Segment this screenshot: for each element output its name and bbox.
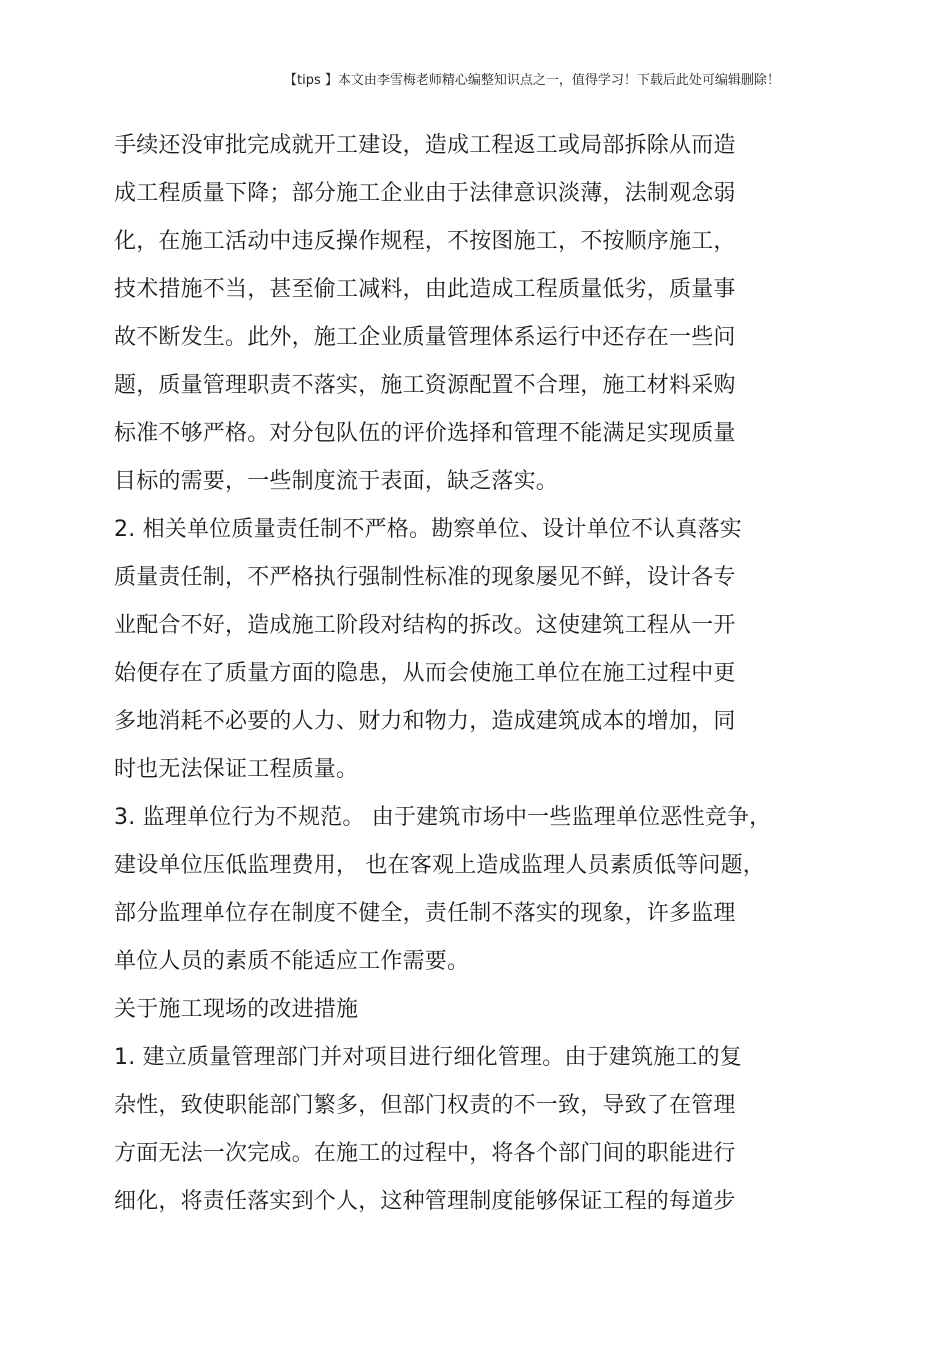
text-line: 部分监理单位存在制度不健全，责任制不落实的现象，许多监理 bbox=[114, 901, 736, 926]
text-line: 始便存在了质量方面的隐患，从而会使施工单位在施工过程中更 bbox=[114, 661, 736, 686]
text-line: 技术措施不当，甚至偷工减料，由此造成工程质量低劣，质量事 bbox=[114, 277, 736, 302]
text-line: 时也无法保证工程质量。 bbox=[114, 757, 359, 782]
text-line: 1. 建立质量管理部门并对项目进行细化管理。由于建筑施工的复 bbox=[114, 1045, 742, 1070]
text-line: 标准不够严格。对分包队伍的评价选择和管理不能满足实现质量 bbox=[114, 421, 736, 446]
text-line: 质量责任制，不严格执行强制性标准的现象屡见不鲜，设计各专 bbox=[114, 565, 736, 590]
text-line: 题，质量管理职责不落实，施工资源配置不合理，施工材料采购 bbox=[114, 373, 736, 398]
header-tip: 【tips 】本文由李雪梅老师精心编整知识点之一，值得学习！下载后此处可编辑删除！ bbox=[284, 73, 780, 88]
text-line: 杂性，致使职能部门繁多，但部门权责的不一致，导致了在管理 bbox=[114, 1093, 736, 1118]
text-line: 多地消耗不必要的人力、财力和物力，造成建筑成本的增加，同 bbox=[114, 709, 736, 734]
text-line: 方面无法一次完成。在施工的过程中，将各个部门间的职能进行 bbox=[114, 1141, 736, 1166]
body-text bbox=[114, 122, 804, 1226]
text-line: 故不断发生。此外，施工企业质量管理体系运行中还存在一些问 bbox=[114, 325, 736, 350]
text-line: 2. 相关单位质量责任制不严格。勘察单位、设计单位不认真落实 bbox=[114, 517, 742, 542]
text-line: 单位人员的素质不能适应工作需要。 bbox=[114, 949, 470, 974]
text-line: 手续还没审批完成就开工建设，造成工程返工或局部拆除从而造 bbox=[114, 133, 736, 158]
text-line: 3. 监理单位行为不规范。 由于建筑市场中一些监理单位恶性竞争， bbox=[114, 805, 772, 830]
text-line: 细化，将责任落实到个人，这种管理制度能够保证工程的每道步 bbox=[114, 1189, 736, 1214]
text-line: 化，在施工活动中违反操作规程，不按图施工，不按顺序施工， bbox=[114, 229, 736, 254]
text-line: 建设单位压低监理费用， 也在客观上造成监理人员素质低等问题， bbox=[114, 853, 765, 878]
text-line: 业配合不好，造成施工阶段对结构的拆改。这使建筑工程从一开 bbox=[114, 613, 736, 638]
text-line: 成工程质量下降；部分施工企业由于法律意识淡薄，法制观念弱 bbox=[114, 181, 736, 206]
section-heading: 关于施工现场的改进措施 bbox=[114, 997, 359, 1022]
text-line: 目标的需要，一些制度流于表面，缺乏落实。 bbox=[114, 469, 559, 494]
